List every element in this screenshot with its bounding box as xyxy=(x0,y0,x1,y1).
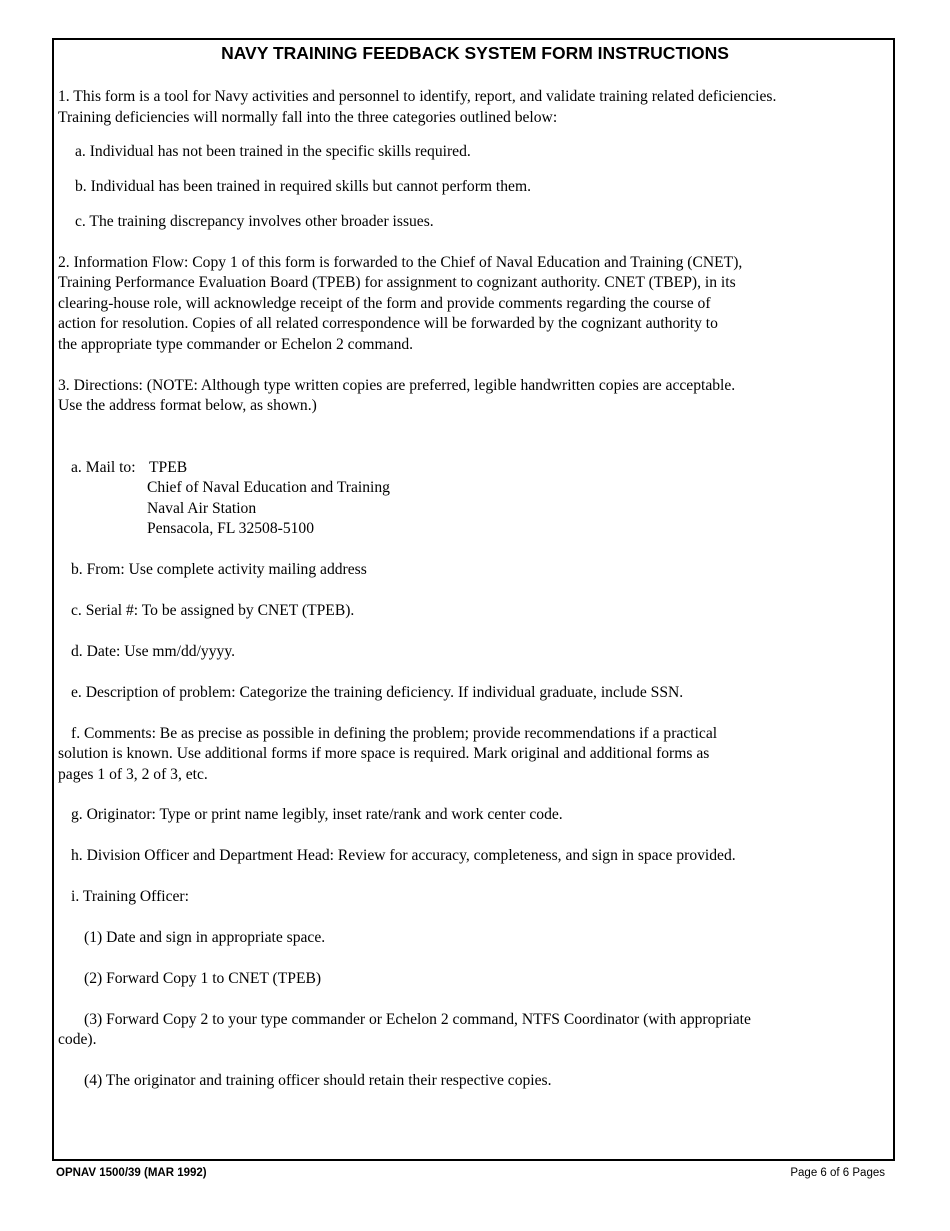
training-officer-step-3-line-1: (3) Forward Copy 2 to your type commander or Echelon 2 command, NTFS Coordinator (with appropriate xyxy=(84,1011,751,1028)
direction-e: e. Description of problem: Categorize the training deficiency. If individual graduate, include SSN. xyxy=(71,684,684,701)
section-3-line-2: Use the address format below, as shown.) xyxy=(58,397,317,414)
page-number: Page 6 of 6 Pages xyxy=(790,1167,885,1179)
address-line-3: Naval Air Station xyxy=(147,500,257,517)
training-officer-step-2: (2) Forward Copy 1 to CNET (TPEB) xyxy=(84,970,322,987)
direction-c: c. Serial #: To be assigned by CNET (TPEB). xyxy=(71,602,355,619)
address-line-2: Chief of Naval Education and Training xyxy=(147,479,390,496)
section-2-line-2: Training Performance Evaluation Board (TPEB) for assignment to cognizant authority. CNET (TBEP), in its xyxy=(58,274,736,291)
direction-g: g. Originator: Type or print name legibly, inset rate/rank and work center code. xyxy=(71,806,563,823)
category-a: a. Individual has not been trained in the specific skills required. xyxy=(75,143,471,160)
section-2-line-4: action for resolution. Copies of all related correspondence will be forwarded by the cognizant authority to xyxy=(58,315,718,332)
form-number: OPNAV 1500/39 (MAR 1992) xyxy=(56,1167,207,1179)
form-title: NAVY TRAINING FEEDBACK SYSTEM FORM INSTRUCTIONS xyxy=(221,43,729,63)
section-3-line-1: 3. Directions: (NOTE: Although type written copies are preferred, legible handwritten copies are acceptable. xyxy=(58,377,736,394)
form-border xyxy=(52,38,895,1161)
section-2-line-1: 2. Information Flow: Copy 1 of this form is forwarded to the Chief of Naval Education and Training (CNET), xyxy=(58,254,743,271)
address-line-1: TPEB xyxy=(149,459,188,476)
address-line-4: Pensacola, FL 32508-5100 xyxy=(147,520,315,537)
training-officer-step-3-line-2: code). xyxy=(58,1031,97,1048)
section-2-line-5: the appropriate type commander or Echelon 2 command. xyxy=(58,336,414,353)
direction-f-line-1: f. Comments: Be as precise as possible in defining the problem; provide recommendations if a practical xyxy=(71,725,718,742)
section-2-line-3: clearing-house role, will acknowledge receipt of the form and provide comments regarding the course of xyxy=(58,295,711,312)
section-1-line-2: Training deficiencies will normally fall into the three categories outlined below: xyxy=(58,109,558,126)
direction-d: d. Date: Use mm/dd/yyyy. xyxy=(71,643,236,660)
direction-b: b. From: Use complete activity mailing address xyxy=(71,561,367,578)
direction-f-line-2: solution is known. Use additional forms if more space is required. Mark original and additional forms as xyxy=(58,745,710,762)
training-officer-step-4: (4) The originator and training officer should retain their respective copies. xyxy=(84,1072,552,1089)
direction-f-line-3: pages 1 of 3, 2 of 3, etc. xyxy=(58,766,208,783)
direction-h: h. Division Officer and Department Head: Review for accuracy, completeness, and sign in space provided. xyxy=(71,847,736,864)
category-c: c. The training discrepancy involves other broader issues. xyxy=(75,213,434,230)
direction-i: i. Training Officer: xyxy=(71,888,189,905)
category-b: b. Individual has been trained in required skills but cannot perform them. xyxy=(75,178,531,195)
section-1-line-1: 1. This form is a tool for Navy activities and personnel to identify, report, and validate training related deficiencies. xyxy=(58,88,777,105)
mail-to-label: a. Mail to: xyxy=(71,459,136,476)
training-officer-step-1: (1) Date and sign in appropriate space. xyxy=(84,929,326,946)
